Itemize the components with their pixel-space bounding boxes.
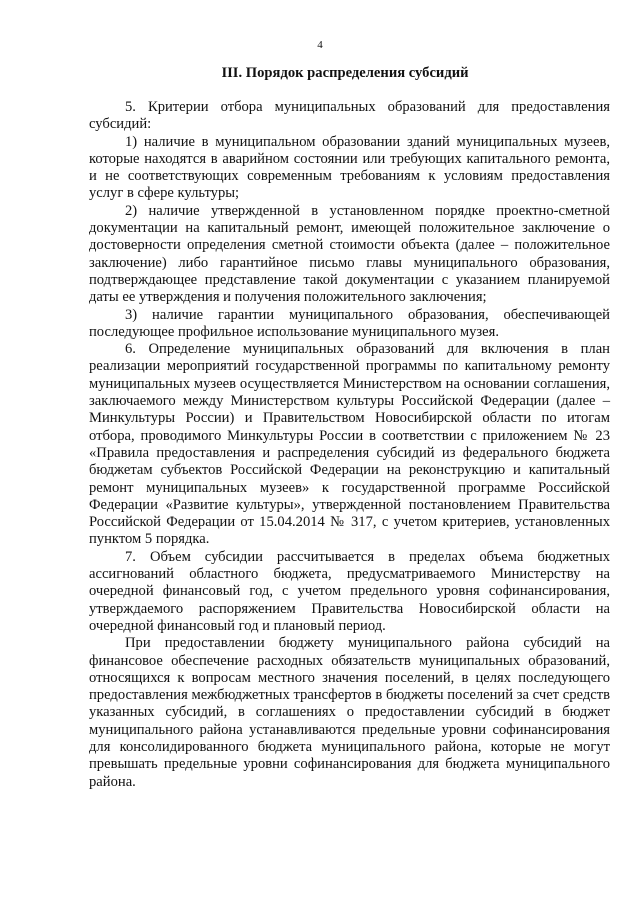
paragraph-item-6: 6. Определение муниципальных образований для включения в план реализации мероприятий государственной программы по капитальному ремонту муниципальных музеев осуществляется Министерством на основании соглашения, заключаемого между Министерством культуры Российской Федерации (далее – Минкультуры России) и Правительством Новосибирской области по итогам отбора, проводимого Минкультуры России в соответствии с приложением № 23 «Правила предоставления и распределения субсидий из федерального бюджета бюджетам субъектов Российской Федерации на реконструкцию и капитальный ремонт муниципальных музеев» к государственной программе Российской Федерации «Развитие культуры», утвержденной постановлением Правительства Российской Федерации от 15.04.2014 № 317, с учетом критериев, установленных пунктом 5 порядка.	[89, 341, 610, 548]
page-number: 4	[317, 39, 323, 51]
document-body	[89, 99, 610, 791]
paragraph-item-7: 7. Объем субсидии рассчитывается в пределах объема бюджетных ассигнований областного бюджета, предусматриваемого Министерству на очередной финансовый год, с учетом предельного уровня софинансирования, утверждаемого распоряжением Правительства Новосибирской области на очередной финансовый год и плановый период.	[89, 548, 610, 634]
paragraph-criterion-2: 2) наличие утвержденной в установленном порядке проектно-сметной документации на капитальный ремонт, имеющей положительное заключение о достоверности определения сметной стоимости объекта (далее – положительное заключение) либо гарантийное письмо главы муниципального образования, подтверждающее представление такой документации с указанием планируемой даты ее утверждения и получения положительного заключения;	[89, 202, 610, 306]
section-title: III. Порядок распределения субсидий	[221, 65, 469, 81]
paragraph-criteria-intro: 5. Критерии отбора муниципальных образований для предоставления субсидий:	[89, 99, 610, 133]
paragraph-criterion-3: 3) наличие гарантии муниципального образования, обеспечивающей последующее профильное использование муниципального музея.	[89, 306, 610, 340]
paragraph-criterion-1: 1) наличие в муниципальном образовании зданий муниципальных музеев, которые находятся в аварийном состоянии или требующих капитального ремонта, и не соответствующих современным требованиям к условиям предоставления услуг в сфере культуры;	[89, 133, 610, 202]
paragraph-district-subsidies: При предоставлении бюджету муниципального района субсидий на финансовое обеспечение расходных обязательств муниципальных образований, относящихся к вопросам местного значения поселений, в целях последующего предоставления межбюджетных трансфертов в бюджеты поселений за счет средств указанных субсидий, в соглашениях о предоставлении субсидий в бюджет муниципального района устанавливаются предельные уровни софинансирования для консолидированного бюджета муниципального района, которые не могут превышать предельные уровни софинансирования для бюджета муниципального района.	[89, 635, 610, 790]
